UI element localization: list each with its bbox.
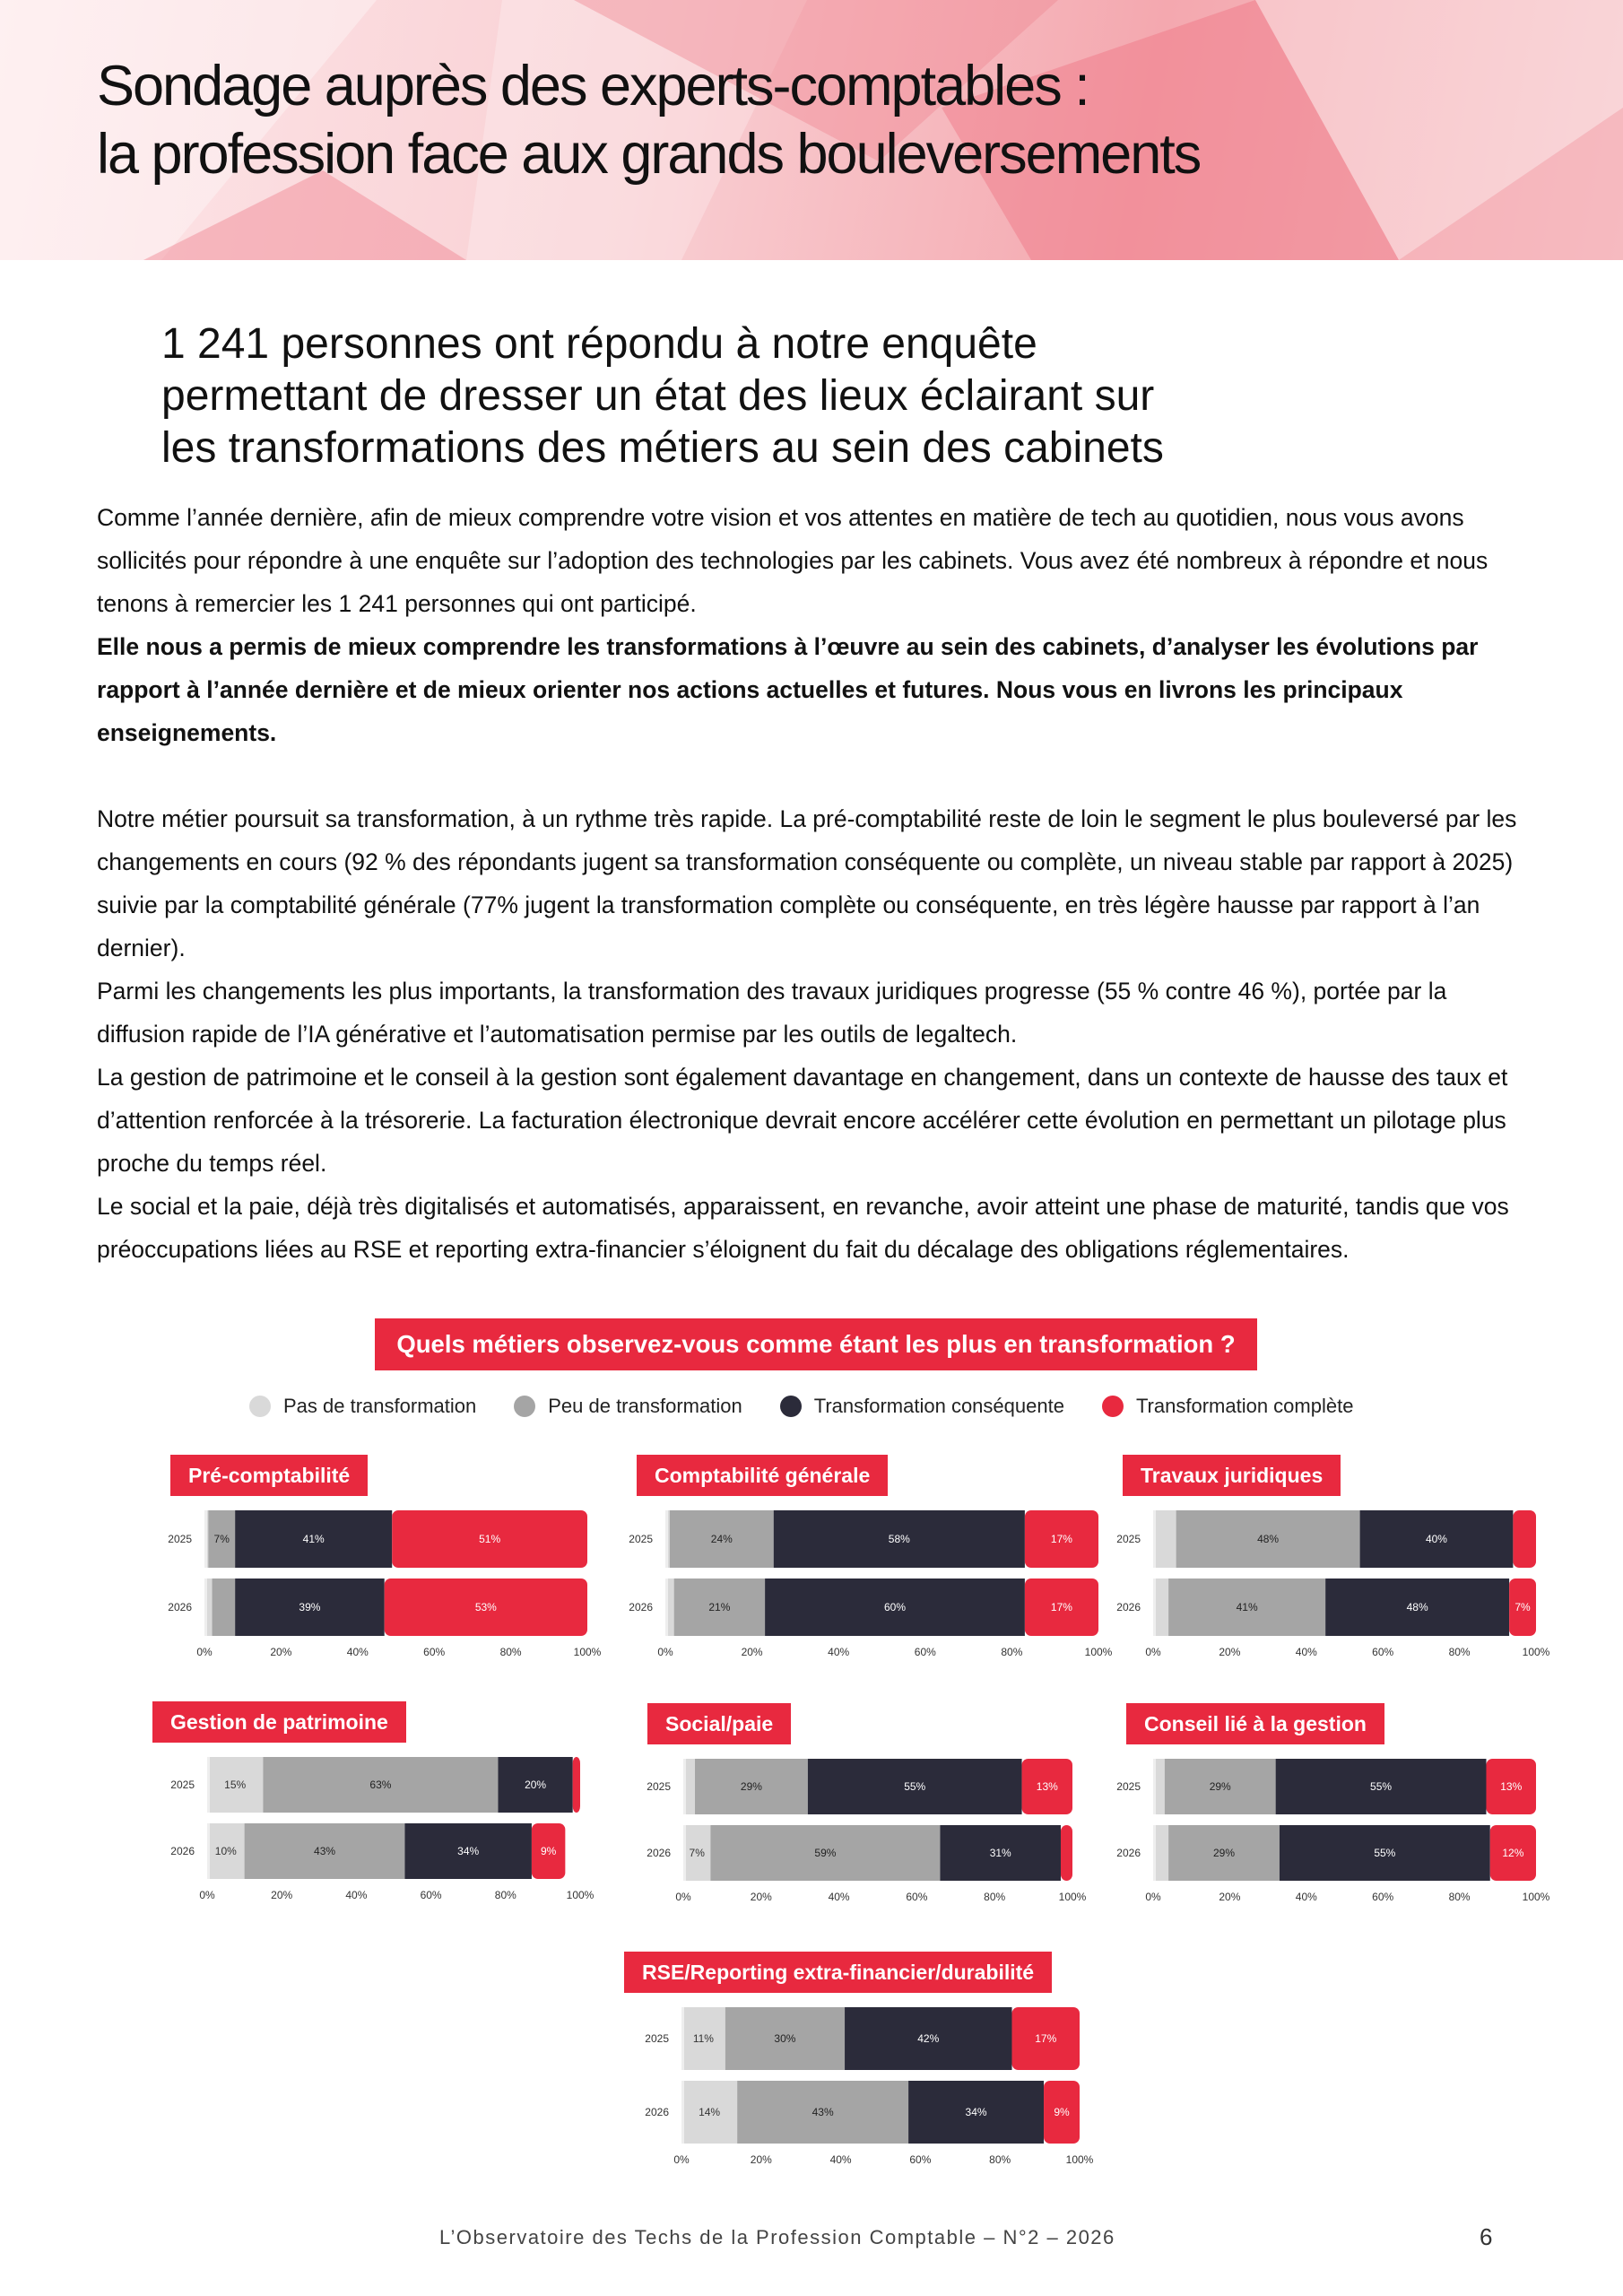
data-label: 42% bbox=[917, 2032, 940, 2045]
legend-swatch bbox=[780, 1396, 802, 1417]
data-label: 29% bbox=[740, 1780, 762, 1793]
x-axis-tick-label: 60% bbox=[423, 1646, 446, 1658]
bar-edge bbox=[665, 1578, 668, 1636]
bar-edge bbox=[204, 1510, 207, 1568]
data-label: 13% bbox=[1500, 1780, 1523, 1793]
lead-line-3: les transformations des métiers au sein des cabinets bbox=[161, 424, 1164, 472]
y-axis-label: 2026 bbox=[170, 1845, 195, 1857]
bar-edge bbox=[207, 1757, 210, 1813]
data-label: 21% bbox=[708, 1601, 731, 1613]
x-axis-tick-label: 40% bbox=[1295, 1646, 1317, 1658]
x-axis-tick-label: 80% bbox=[1448, 1891, 1471, 1903]
lead-line-1: 1 241 personnes ont répondu à notre enquête bbox=[161, 320, 1037, 368]
stacked-bar-chart bbox=[624, 1952, 1108, 2167]
paragraph-highlight: Elle nous a permis de mieux comprendre les transformations à l’œuvre au sein des cabinets, d’analyser les évolutions par rapport à l’année dernière et de mieux orienter nos actions actuelles et futures. Nous vous en livrons les principaux enseignements. bbox=[97, 633, 1479, 746]
y-axis-label: 2026 bbox=[1116, 1601, 1141, 1613]
data-label: 34% bbox=[457, 1845, 480, 1857]
stacked-bar-chart bbox=[152, 1701, 595, 1908]
data-label: 55% bbox=[904, 1780, 926, 1793]
x-axis-tick-label: 0% bbox=[673, 2153, 690, 2166]
y-axis-label: 2025 bbox=[645, 2032, 669, 2045]
page-title-line-2: la profession face aux grands bouleversements bbox=[97, 123, 1201, 186]
data-label: 9% bbox=[540, 1845, 557, 1857]
bar-segment bbox=[1153, 1510, 1176, 1568]
data-label: 41% bbox=[302, 1533, 325, 1545]
data-label: 7% bbox=[689, 1847, 705, 1859]
x-axis-tick-label: 20% bbox=[270, 1646, 292, 1658]
data-label: 13% bbox=[1036, 1780, 1058, 1793]
chart-title: Travaux juridiques bbox=[1123, 1455, 1341, 1496]
data-label: 58% bbox=[888, 1533, 910, 1545]
x-axis-tick-label: 100% bbox=[1058, 1891, 1087, 1903]
lead-line-2: permettant de dresser un état des lieux éclairant sur bbox=[161, 372, 1155, 420]
data-label: 41% bbox=[1236, 1601, 1258, 1613]
chart-title: Gestion de patrimoine bbox=[152, 1701, 406, 1743]
bar-edge bbox=[1153, 1825, 1156, 1881]
data-label: 59% bbox=[814, 1847, 837, 1859]
x-axis-tick-label: 60% bbox=[909, 2153, 932, 2166]
bar-edge bbox=[207, 1823, 210, 1879]
y-axis-label: 2025 bbox=[170, 1779, 195, 1791]
data-label: 48% bbox=[1257, 1533, 1280, 1545]
data-label: 12% bbox=[1502, 1847, 1524, 1859]
data-label: 39% bbox=[299, 1601, 321, 1613]
legend-item-significant bbox=[780, 1395, 1064, 1418]
stacked-bar-chart bbox=[168, 1455, 602, 1661]
data-label: 7% bbox=[213, 1533, 230, 1545]
bar-segment bbox=[1061, 1825, 1072, 1881]
stacked-bar-chart bbox=[1116, 1703, 1550, 1909]
data-label: 34% bbox=[965, 2106, 987, 2118]
data-label: 43% bbox=[812, 2106, 834, 2118]
x-axis-tick-label: 0% bbox=[199, 1889, 215, 1901]
y-axis-label: 2025 bbox=[629, 1533, 653, 1545]
data-label: 40% bbox=[1425, 1533, 1447, 1545]
data-label: 53% bbox=[474, 1601, 497, 1613]
header-banner bbox=[0, 0, 1623, 260]
x-axis-tick-label: 100% bbox=[573, 1646, 602, 1658]
y-axis-label: 2026 bbox=[1116, 1847, 1141, 1859]
figure-title: Quels métiers observez-vous comme étant les plus en transformation ? bbox=[375, 1318, 1257, 1370]
x-axis-tick-label: 80% bbox=[1001, 1646, 1023, 1658]
bar-segment bbox=[573, 1757, 580, 1813]
data-label: 14% bbox=[699, 2106, 721, 2118]
data-label: 30% bbox=[774, 2032, 796, 2045]
x-axis-tick-label: 60% bbox=[420, 1889, 442, 1901]
legend-label: Peu de transformation bbox=[548, 1395, 742, 1417]
data-label: 51% bbox=[479, 1533, 501, 1545]
legend-swatch bbox=[249, 1396, 271, 1417]
x-axis-tick-label: 60% bbox=[1372, 1891, 1394, 1903]
x-axis-tick-label: 100% bbox=[566, 1889, 595, 1901]
footer-publication: L’Observatoire des Techs de la Profession Comptable – N°2 – 2026 bbox=[439, 2226, 1115, 2248]
stacked-bar-chart bbox=[1116, 1455, 1550, 1661]
page-number: 6 bbox=[1480, 2223, 1493, 2250]
x-axis-tick-label: 0% bbox=[675, 1891, 691, 1903]
data-label: 31% bbox=[989, 1847, 1011, 1859]
data-label: 7% bbox=[1515, 1601, 1531, 1613]
data-label: 48% bbox=[1406, 1601, 1428, 1613]
x-axis-tick-label: 0% bbox=[1145, 1891, 1161, 1903]
bar-segment bbox=[213, 1578, 236, 1636]
x-axis-tick-label: 40% bbox=[828, 1891, 850, 1903]
data-label: 17% bbox=[1050, 1533, 1072, 1545]
y-axis-label: 2025 bbox=[168, 1533, 192, 1545]
x-axis-tick-label: 80% bbox=[494, 1889, 516, 1901]
data-label: 60% bbox=[883, 1601, 907, 1613]
x-axis-tick-label: 20% bbox=[271, 1889, 293, 1901]
x-axis-tick-label: 40% bbox=[828, 1646, 850, 1658]
data-label: 10% bbox=[214, 1845, 237, 1857]
x-axis-tick-label: 100% bbox=[1522, 1646, 1550, 1658]
y-axis-label: 2026 bbox=[168, 1601, 192, 1613]
bar-edge bbox=[681, 2081, 684, 2144]
x-axis-tick-label: 80% bbox=[989, 2153, 1011, 2166]
chart-title: RSE/Reporting extra-financier/durabilité bbox=[624, 1952, 1052, 1993]
bar-edge bbox=[1153, 1510, 1156, 1568]
data-label: 17% bbox=[1050, 1601, 1072, 1613]
page-title-line-1: Sondage auprès des experts-comptables : bbox=[97, 55, 1089, 117]
y-axis-label: 2026 bbox=[647, 1847, 671, 1859]
legend-swatch bbox=[1102, 1396, 1124, 1417]
data-label: 43% bbox=[314, 1845, 336, 1857]
x-axis-tick-label: 100% bbox=[1084, 1646, 1113, 1658]
x-axis-tick-label: 40% bbox=[346, 1646, 369, 1658]
data-label: 20% bbox=[525, 1779, 547, 1791]
x-axis-tick-label: 60% bbox=[914, 1646, 936, 1658]
bar-edge bbox=[204, 1578, 207, 1636]
article-body bbox=[97, 496, 1541, 1271]
chart-title: Comptabilité générale bbox=[637, 1455, 888, 1496]
stacked-bar-chart bbox=[629, 1455, 1121, 1661]
bar-edge bbox=[683, 1759, 686, 1814]
y-axis-label: 2025 bbox=[1116, 1533, 1141, 1545]
paragraph-wealth: La gestion de patrimoine et le conseil à la gestion sont également davantage en changement, dans un contexte de hausse des taux et d’attention renforcée à la trésorerie. La facturation électronique devrait encore accélérer cette évolution en permettant un pilotage plus proche du temps réel. bbox=[97, 1064, 1508, 1177]
x-axis-tick-label: 20% bbox=[750, 2153, 772, 2166]
x-axis-tick-label: 0% bbox=[196, 1646, 213, 1658]
bar-edge bbox=[1153, 1578, 1156, 1636]
bar-edge bbox=[681, 2007, 684, 2070]
paragraph-intro: Comme l’année dernière, afin de mieux comprendre votre vision et vos attentes en matière de tech au quotidien, nous vous avons sollicités pour répondre à une enquête sur l’adoption des technologies par les cabinets. Vous avez été nombreux à répondre et nous tenons à remercier les 1 241 personnes qui ont participé. bbox=[97, 504, 1488, 617]
x-axis-tick-label: 40% bbox=[1295, 1891, 1317, 1903]
x-axis-tick-label: 80% bbox=[499, 1646, 522, 1658]
legend-item-low bbox=[514, 1395, 742, 1418]
x-axis-tick-label: 0% bbox=[1145, 1646, 1161, 1658]
x-axis-tick-label: 20% bbox=[741, 1646, 763, 1658]
legend-label: Transformation conséquente bbox=[813, 1395, 1064, 1417]
bar-edge bbox=[665, 1510, 668, 1568]
legend-label: Transformation complète bbox=[1135, 1395, 1354, 1417]
legend-item-complete bbox=[1102, 1395, 1354, 1418]
chart-legend bbox=[249, 1388, 1391, 1424]
paragraph-transformation: Notre métier poursuit sa transformation, à un rythme très rapide. La pré-comptabilité reste de loin le segment le plus bouleversé par les changements en cours (92 % des répondants jugent sa transformation conséquente ou complète, un niveau stable par rapport à 2025) suivie par la comptabilité générale (77% jugent la transformation complète ou conséquente, en très légère hausse par rapport à l’an dernier). bbox=[97, 805, 1517, 961]
chart-title: Conseil lié à la gestion bbox=[1126, 1703, 1384, 1744]
data-label: 29% bbox=[1212, 1847, 1236, 1859]
stacked-bar-chart bbox=[647, 1703, 1087, 1909]
data-label: 15% bbox=[224, 1779, 247, 1791]
x-axis-tick-label: 40% bbox=[345, 1889, 368, 1901]
x-axis-tick-label: 60% bbox=[1372, 1646, 1394, 1658]
legend-swatch bbox=[514, 1396, 535, 1417]
lead-heading bbox=[161, 318, 1506, 474]
x-axis-tick-label: 80% bbox=[984, 1891, 1006, 1903]
legend-item-none bbox=[249, 1395, 476, 1418]
paragraph-payroll: Le social et la paie, déjà très digitalisés et automatisés, apparaissent, en revanche, avoir atteint une phase de maturité, tandis que vos préoccupations liées au RSE et reporting extra-financier s’éloignent du fait du décalage des obligations réglementaires. bbox=[97, 1193, 1509, 1263]
data-label: 55% bbox=[1370, 1780, 1393, 1793]
x-axis-tick-label: 20% bbox=[750, 1891, 772, 1903]
data-label: 17% bbox=[1035, 2032, 1057, 2045]
bar-segment bbox=[1513, 1510, 1536, 1568]
legend-label: Pas de transformation bbox=[283, 1395, 477, 1417]
data-label: 63% bbox=[369, 1779, 392, 1791]
chart-title: Social/paie bbox=[647, 1703, 791, 1744]
x-axis-tick-label: 100% bbox=[1522, 1891, 1550, 1903]
x-axis-tick-label: 60% bbox=[906, 1891, 928, 1903]
bar-edge bbox=[1153, 1759, 1156, 1814]
x-axis-tick-label: 20% bbox=[1219, 1891, 1241, 1903]
data-label: 55% bbox=[1374, 1847, 1396, 1859]
x-axis-tick-label: 100% bbox=[1065, 2153, 1094, 2166]
y-axis-label: 2025 bbox=[647, 1780, 671, 1793]
data-label: 11% bbox=[692, 2032, 714, 2045]
x-axis-tick-label: 80% bbox=[1448, 1646, 1471, 1658]
chart-title: Pré-comptabilité bbox=[170, 1455, 368, 1496]
y-axis-label: 2025 bbox=[1116, 1780, 1141, 1793]
x-axis-tick-label: 40% bbox=[829, 2153, 852, 2166]
page-title bbox=[97, 52, 1200, 188]
y-axis-label: 2026 bbox=[645, 2106, 669, 2118]
x-axis-tick-label: 20% bbox=[1219, 1646, 1241, 1658]
data-label: 9% bbox=[1054, 2106, 1070, 2118]
data-label: 24% bbox=[710, 1533, 733, 1545]
paragraph-legal: Parmi les changements les plus importants, la transformation des travaux juridiques progresse (55 % contre 46 %), portée par la diffusion rapide de l’IA générative et l’automatisation permise par les outils de legaltech. bbox=[97, 978, 1447, 1048]
y-axis-label: 2026 bbox=[629, 1601, 653, 1613]
x-axis-tick-label: 0% bbox=[657, 1646, 673, 1658]
bar-edge bbox=[683, 1825, 686, 1881]
data-label: 29% bbox=[1209, 1780, 1231, 1793]
